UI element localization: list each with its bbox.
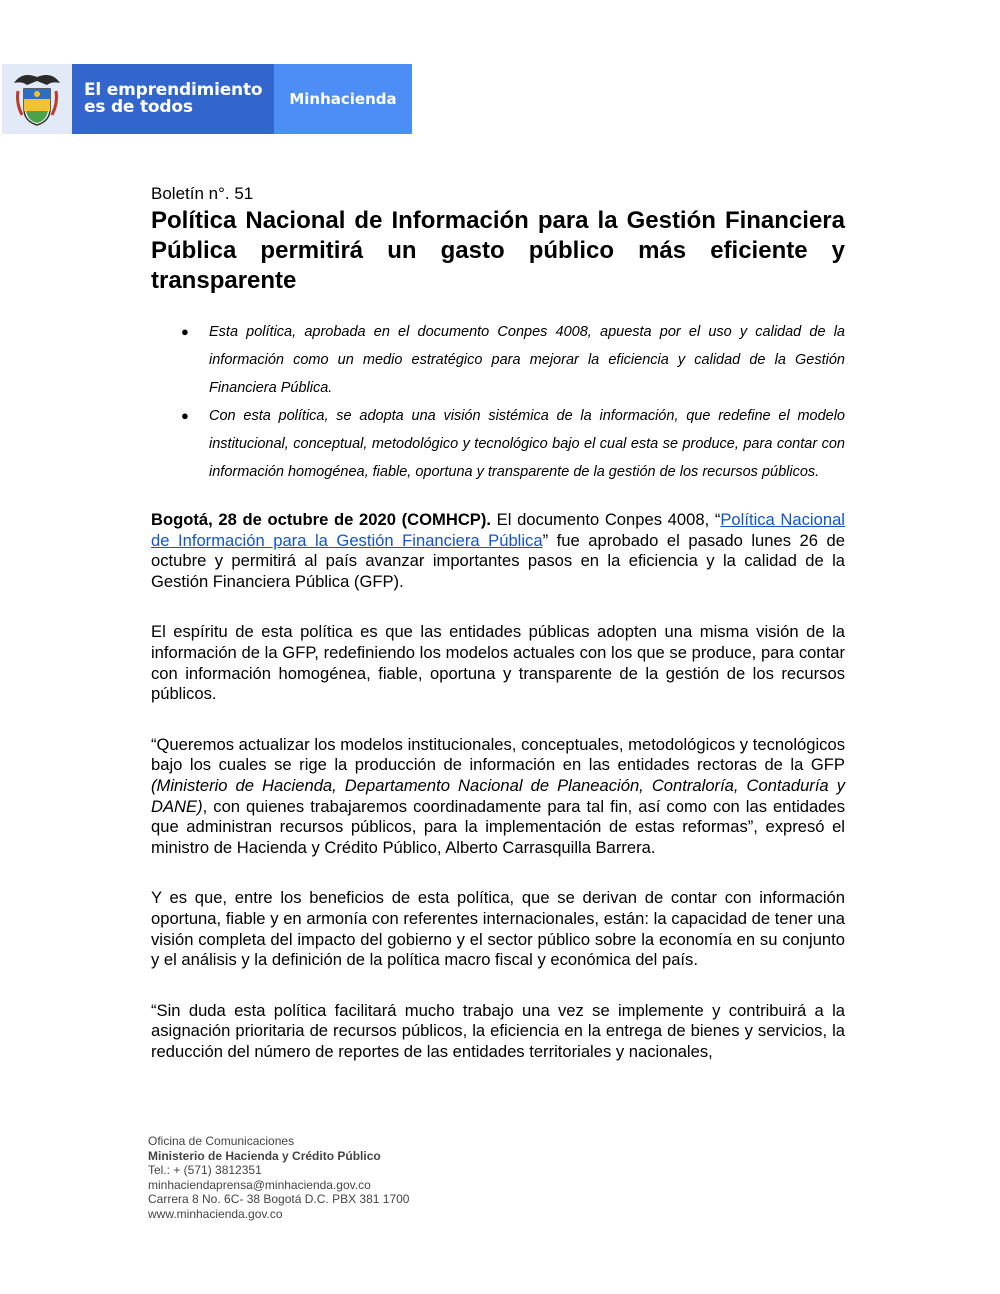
paragraph-5: “Sin duda esta política facilitará mucho trabajo una vez se implemente y contribuirá a la asignación prioritaria de recursos públicos, la eficiencia en la entrega de bienes y servicios, la reducción del número de reportes de las entidades territoriales y nacionales, [151, 1000, 845, 1061]
footer-address: Carrera 8 No. 6C- 38 Bogotá D.C. PBX 381 1700 [148, 1192, 410, 1207]
paragraph-2: El espíritu de esta política es que las entidades públicas adopten una misma visión de la información de la GFP, redefiniendo los modelos actuales con los que se produce, para contar con información homogénea, fiable, oportuna y transparente de la gestión de los recursos públicos. [151, 622, 845, 704]
header-banner [2, 64, 412, 134]
footer-ministry: Ministerio de Hacienda y Crédito Público [148, 1148, 381, 1163]
paragraph-3-text-b: , con quienes trabajaremos coordinadamente para tal fin, así como con las entidades que administran recursos públicos, para la implementación de estas reformas”, expresó el ministro de Hacienda y Crédito Público, Alberto Carrasquilla Barrera. [151, 796, 845, 857]
paragraph-3-text-a: “Queremos actualizar los modelos institucionales, conceptuales, metodológicos y tecnológicos bajo los cuales se rige la producción de información en las entidades rectoras de la GFP [151, 734, 845, 775]
dateline: Bogotá, 28 de octubre de 2020 (COMHCP). [151, 510, 492, 529]
footer-office: Oficina de Comunicaciones [148, 1134, 295, 1148]
footer-phone: Tel.: + (571) 3812351 [148, 1163, 262, 1178]
crest-box [2, 64, 72, 134]
paragraph-4: Y es que, entre los beneficios de esta política, que se derivan de contar con información oportuna, fiable y en armonía con referentes internacionales, están: la capacidad de tener una visión completa del impacto del gobierno y el sector público sobre la economía en su conjunto y el análisis y la definición de la política macro fiscal y económica del país. [151, 888, 845, 970]
summary-list [151, 318, 845, 486]
conpes-document-link[interactable]: Política Nacional de Información para la Gestión Financiera Pública [151, 510, 845, 550]
footer-contact [148, 1134, 409, 1222]
paragraph-3-italic: (Ministerio de Hacienda, Departamento Nacional de Planeación, Contraloría, Contaduría y DANE) [151, 775, 845, 816]
colombia-coat-of-arms-icon [12, 69, 62, 129]
summary-text: Esta política, aprobada en el documento Conpes 4008, apuesta por el uso y calidad de la información como un medio estratégico para mejorar la eficiencia y calidad de la Gestión Financiera Pública. [209, 324, 845, 396]
summary-item [151, 402, 845, 486]
paragraph-3 [151, 735, 845, 859]
ministry-logo-text: Minhacienda [289, 90, 397, 108]
footer-website[interactable]: www.minhacienda.gov.co [148, 1206, 283, 1221]
tagline-line-1: El emprendimiento [84, 80, 263, 100]
bullet-icon: ● [181, 408, 189, 423]
tagline-line-2: es de todos [84, 97, 193, 117]
paragraph-1-text-b: ” fue aprobado el pasado lunes 26 de octubre y permitirá al país avanzar importantes pasos en la eficiencia y la calidad de la Gestión Financiera Pública (GFP). [151, 530, 846, 591]
paragraph-1-text-a: El documento Conpes 4008, “ [491, 510, 721, 529]
banner-left-block [2, 64, 274, 134]
footer-email[interactable]: minhaciendaprensa@minhacienda.gov.co [148, 1177, 371, 1192]
page-title: Política Nacional de Información para la Gestión Financiera Pública permitirá un gasto público más eficiente y transparente [151, 207, 845, 294]
bulletin-number: Boletín n°. 51 [151, 184, 254, 203]
document-body [151, 184, 845, 1062]
banner-tagline [72, 82, 262, 116]
summary-text: Con esta política, se adopta una visión sistémica de la información, que redefine el modelo institucional, conceptual, metodológico y tecnológico bajo el cual esta se produce, para contar con información homogénea, fiable, oportuna y transparente de la gestión de los recursos públicos. [209, 408, 845, 480]
bullet-icon: ● [181, 324, 189, 339]
paragraph-1 [151, 510, 845, 592]
summary-item [151, 318, 845, 402]
banner-right-block [274, 64, 412, 134]
